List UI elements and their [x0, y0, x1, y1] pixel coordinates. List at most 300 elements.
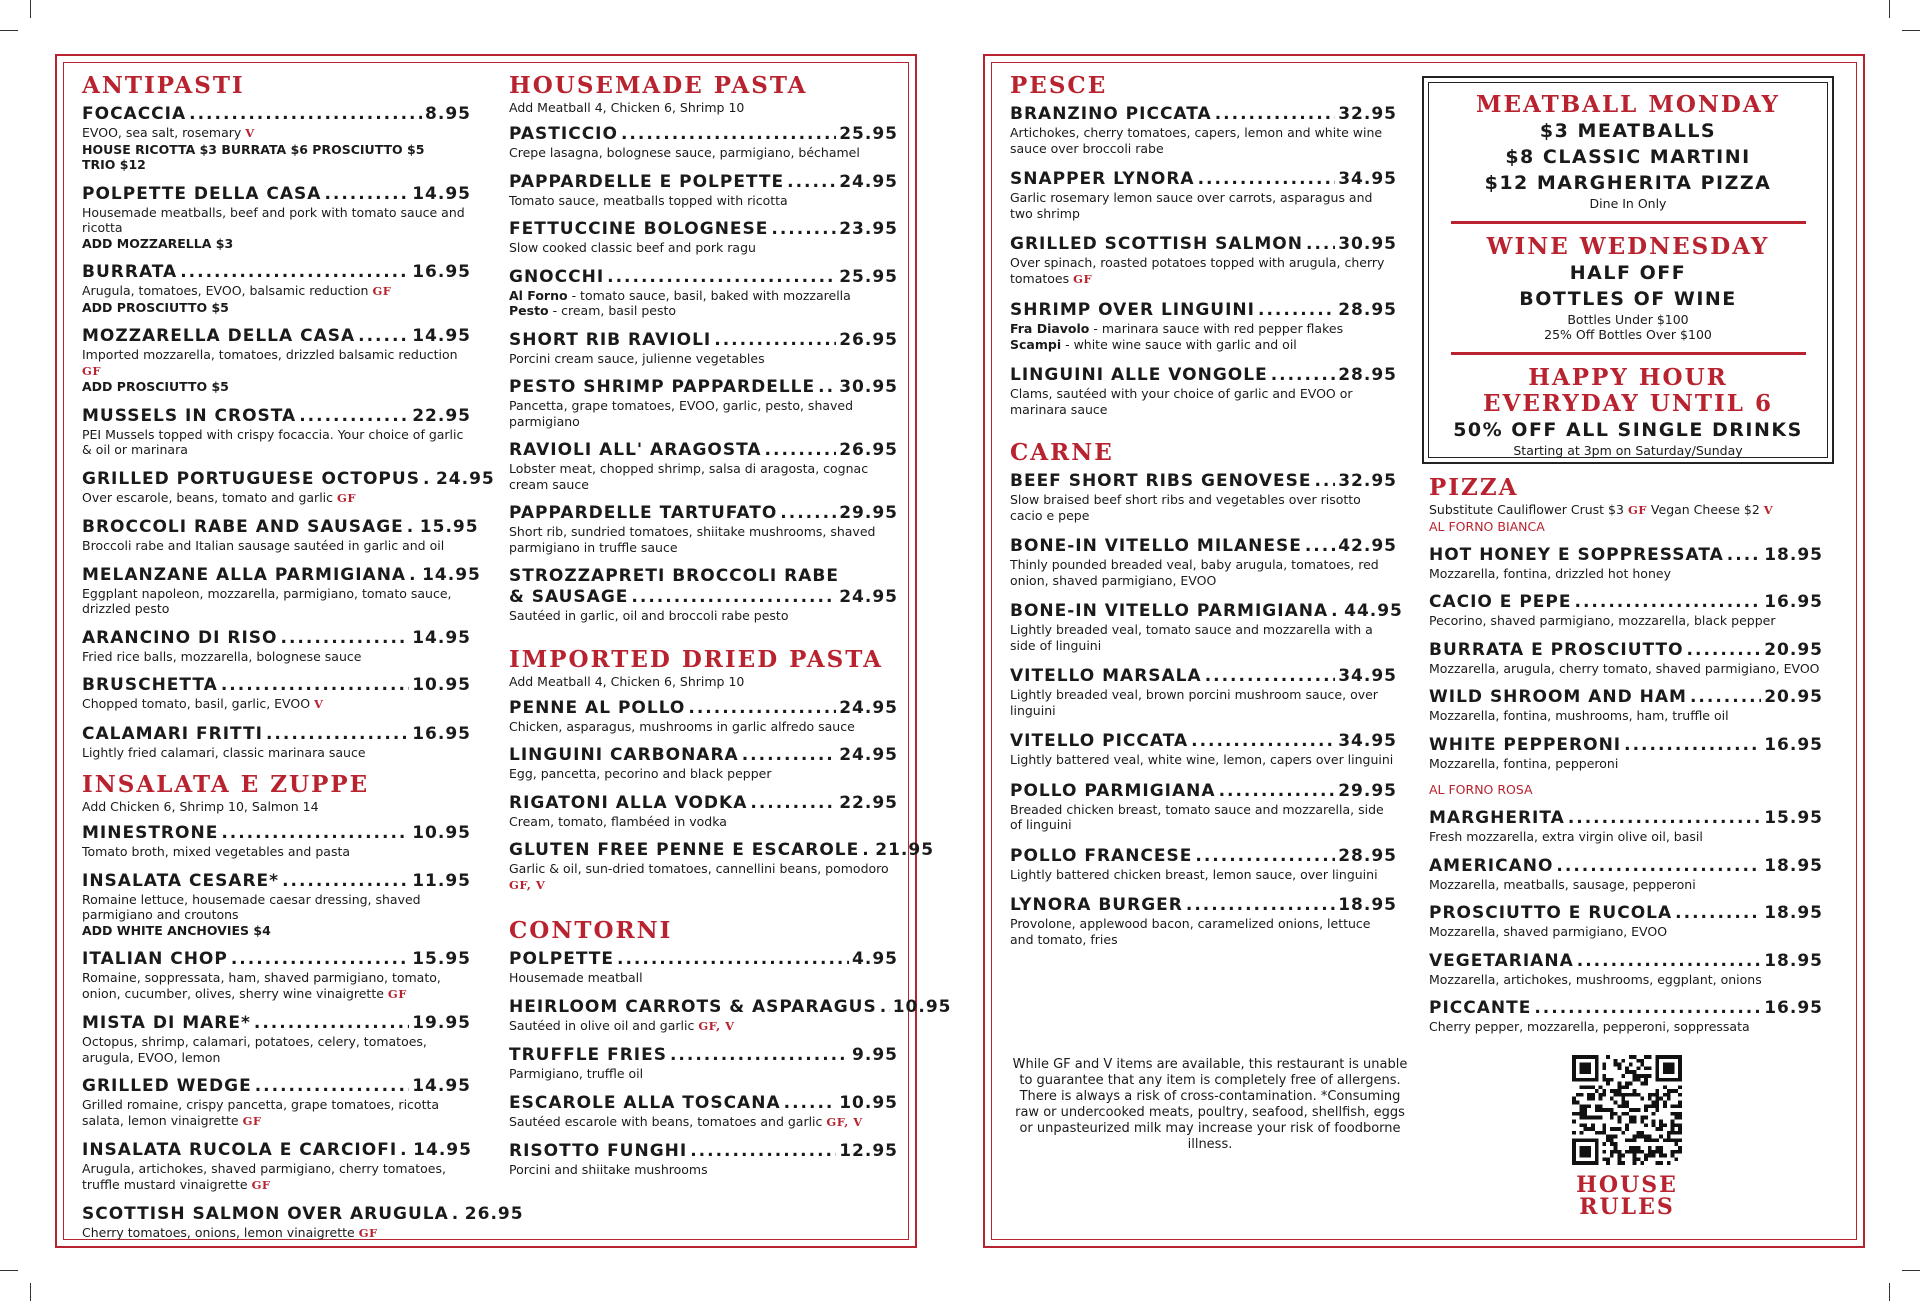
item-header [1429, 808, 1823, 829]
menu-item [1010, 731, 1397, 768]
qr-module [1621, 1101, 1625, 1105]
item-header [509, 172, 898, 193]
section-title: CONTORNI [509, 917, 673, 944]
diet-tag: GF [337, 490, 356, 505]
item-description [82, 205, 471, 236]
item-header [82, 468, 495, 490]
qr-module [1652, 1104, 1656, 1108]
menu-item [82, 949, 471, 1002]
item-description [509, 145, 898, 161]
dot-leader [765, 440, 837, 461]
wednesday-note: 25% Off Bottles Over $100 [1544, 327, 1712, 342]
qr-module [1671, 1150, 1675, 1154]
qr-module [1678, 1104, 1682, 1108]
dot-leader [452, 1204, 462, 1225]
item-name: PROSCIUTTO E RUCOLA [1429, 903, 1673, 923]
item-description [509, 766, 898, 782]
item-price: 18.95 [1764, 950, 1823, 971]
qr-module [1648, 1104, 1652, 1108]
column-pesce-carne [1010, 72, 1403, 960]
item-description-text: Housemade meatball [509, 970, 643, 985]
item-price: 28.95 [1338, 365, 1397, 385]
item-description [82, 427, 471, 458]
item-addon: HOUSE RICOTTA $3 BURRATA $6 PROSCIUTTO $5 [82, 141, 425, 157]
menu-item [509, 949, 898, 986]
qr-module [1633, 1116, 1637, 1120]
item-description [1429, 613, 1823, 629]
diet-tag: GF, V [826, 1114, 863, 1129]
diet-tag: V [314, 697, 324, 711]
item-header [82, 406, 471, 427]
qr-module [1674, 1123, 1678, 1127]
qr-module [1655, 1101, 1659, 1105]
menu-item [82, 564, 481, 617]
item-price: 24.95 [435, 468, 495, 489]
item-description [1429, 566, 1823, 582]
menu-item [509, 124, 898, 161]
item-price: 34.95 [1338, 731, 1397, 751]
qr-module [1636, 1074, 1640, 1078]
item-header [1429, 687, 1823, 708]
qr-module [1648, 1066, 1652, 1070]
diet-tag: GF [1073, 271, 1093, 286]
qr-module [1644, 1116, 1648, 1120]
item-price: 18.95 [1764, 855, 1823, 876]
menu-item [509, 840, 935, 893]
qr-module [1587, 1116, 1591, 1120]
item-description [1429, 708, 1823, 724]
section-title: CARNE [1010, 439, 1114, 466]
menu-item [509, 745, 898, 782]
monday-line: $8 CLASSIC MARTINI [1505, 146, 1751, 168]
qr-module [1667, 1089, 1671, 1093]
dot-leader [780, 503, 836, 524]
item-name: ITALIAN CHOP [82, 949, 228, 969]
item-description [509, 861, 898, 893]
item-description-text: Cherry tomatoes, onions, lemon vinaigrette [82, 1225, 355, 1240]
qr-module [1655, 1161, 1659, 1165]
qr-module [1580, 1112, 1584, 1116]
item-option [509, 288, 898, 304]
item-description-text: Chopped tomato, basil, garlic, EVOO [82, 696, 311, 711]
qr-module [1618, 1154, 1622, 1158]
section-title: INSALATA E ZUPPE [82, 771, 370, 798]
qr-module [1671, 1119, 1675, 1123]
qr-module [1644, 1082, 1648, 1086]
item-description [1010, 867, 1397, 883]
qr-module [1580, 1085, 1584, 1089]
item-name: BRANZINO PICCATA [1010, 104, 1212, 124]
crop-mark [1889, 0, 1890, 18]
qr-module [1580, 1108, 1584, 1112]
item-description-text: Breaded chicken breast, tomato sauce and mozzarella, side of linguini [1010, 801, 1384, 832]
qr-module [1614, 1059, 1618, 1063]
item-price: 29.95 [1338, 780, 1397, 801]
item-addon: ADD PROSCIUTTO $5 [82, 379, 229, 394]
qr-module [1644, 1104, 1648, 1108]
dot-leader [787, 172, 836, 193]
dot-leader [221, 823, 409, 844]
option-name: Pesto [509, 303, 549, 318]
item-description-text: Over spinach, roasted potatoes topped with arugula, cherry tomatoes [1010, 255, 1385, 286]
al-forno-rosa-label: AL FORNO ROSA [1429, 782, 1533, 797]
item-option [509, 303, 898, 319]
qr-module [1640, 1131, 1644, 1135]
item-price: 8.95 [425, 104, 471, 124]
qr-module [1652, 1138, 1656, 1142]
crop-mark [0, 30, 18, 31]
qr-module [1640, 1074, 1644, 1078]
item-price: 24.95 [839, 587, 898, 607]
dot-leader [255, 1076, 410, 1097]
menu-item [1010, 471, 1397, 523]
qr-module [1618, 1116, 1622, 1120]
item-description-text: Cream, tomato, flambéed in vodka [509, 813, 727, 829]
item-header [509, 949, 898, 970]
item-header [82, 628, 471, 649]
qr-module [1648, 1138, 1652, 1142]
qr-module [1610, 1108, 1614, 1112]
qr-module [1633, 1154, 1637, 1158]
happy-hour-note: Starting at 3pm on Saturday/Sunday [1513, 443, 1743, 458]
menu-item [82, 823, 471, 860]
happy-hour-title: HAPPY HOUR [1528, 364, 1728, 391]
menu-item [509, 1093, 898, 1131]
item-description [1010, 802, 1397, 833]
qr-module [1614, 1142, 1618, 1146]
qr-module [1629, 1070, 1633, 1074]
qr-module [1678, 1138, 1682, 1142]
option-text: - tomato sauce, basil, baked with mozzarella [567, 287, 851, 303]
specials-box [1422, 76, 1834, 464]
item-name: BEEF SHORT RIBS GENOVESE [1010, 471, 1312, 491]
qr-module [1663, 1154, 1667, 1158]
qr-module [1629, 1108, 1633, 1112]
item-header [1010, 895, 1397, 916]
menu-item [509, 267, 898, 319]
item-price: 12.95 [839, 1141, 898, 1161]
item-name: FETTUCCINE BOLOGNESE [509, 219, 769, 239]
item-description [509, 814, 898, 830]
crop-mark [1889, 1283, 1890, 1301]
qr-module [1572, 1119, 1576, 1123]
qr-module [1644, 1154, 1648, 1158]
menu-item [82, 1204, 524, 1242]
menu-item [82, 871, 471, 939]
qr-module [1674, 1138, 1678, 1142]
qr-module [1625, 1138, 1629, 1142]
item-description-text: Lightly battered veal, white wine, lemon, capers over linguini [1010, 752, 1394, 767]
qr-module [1580, 1131, 1584, 1135]
qr-module [1667, 1161, 1671, 1165]
dot-leader [266, 724, 409, 745]
qr-module [1572, 1131, 1576, 1135]
item-header [82, 823, 471, 844]
dot-leader [324, 184, 409, 205]
qr-module [1671, 1154, 1675, 1158]
dot-leader [750, 793, 836, 814]
qr-module [1621, 1154, 1625, 1158]
item-price: 16.95 [412, 723, 471, 744]
qr-module [1644, 1157, 1648, 1161]
qr-module [1602, 1123, 1606, 1127]
menu-item [82, 326, 471, 395]
qr-module [1618, 1082, 1622, 1086]
dot-leader [1215, 104, 1336, 125]
qr-module [1591, 1085, 1595, 1089]
menu-item [509, 377, 898, 429]
dot-leader [617, 949, 849, 970]
item-description [509, 524, 898, 555]
menu-item [1429, 998, 1823, 1035]
item-name: SNAPPER LYNORA [1010, 169, 1195, 189]
qr-module [1629, 1150, 1633, 1154]
qr-module [1618, 1127, 1622, 1131]
divider [1451, 221, 1806, 224]
menu-item [82, 628, 471, 665]
qr-module [1655, 1146, 1659, 1150]
column-antipasti [82, 72, 524, 1253]
dot-leader [1258, 300, 1335, 321]
item-description [509, 193, 898, 209]
qr-module [1659, 1154, 1663, 1158]
item-header [1010, 781, 1397, 802]
qr-module [1640, 1059, 1644, 1063]
qr-module [1621, 1131, 1625, 1135]
dot-leader [784, 1093, 837, 1114]
qr-module [1602, 1150, 1606, 1154]
qr-module [1618, 1093, 1622, 1097]
qr-module [1655, 1127, 1659, 1131]
dot-leader [1198, 169, 1336, 190]
item-header [1429, 592, 1823, 613]
qr-module [1648, 1135, 1652, 1139]
section-title: HOUSEMADE PASTA [509, 72, 808, 99]
qr-module [1614, 1127, 1618, 1131]
item-description-text: Lightly battered chicken breast, lemon sauce, over linguini [1010, 866, 1378, 882]
item-description-text: Provolone, applewood bacon, caramelized onions, lettuce and tomato, fries [1010, 916, 1371, 947]
item-name: MELANZANE ALLA PARMIGIANA [82, 564, 407, 585]
qr-module [1636, 1157, 1640, 1161]
monday-note: Dine In Only [1589, 196, 1667, 211]
qr-module [1636, 1146, 1640, 1150]
item-header [82, 564, 481, 586]
dot-leader [1314, 471, 1335, 492]
item-price: 11.95 [412, 870, 471, 891]
item-name: GNOCCHI [509, 266, 605, 287]
item-description [509, 608, 898, 624]
qr-module [1663, 1093, 1667, 1097]
column-pasta [509, 72, 952, 1189]
dot-leader [1219, 781, 1336, 802]
item-description [1010, 125, 1397, 156]
item-name: PENNE AL POLLO [509, 697, 686, 718]
qr-module [1595, 1108, 1599, 1112]
item-price: 25.95 [839, 266, 898, 287]
dot-leader [1687, 640, 1762, 661]
qr-module [1583, 1108, 1587, 1112]
item-header [509, 503, 898, 524]
item-header [1010, 300, 1397, 321]
qr-module [1674, 1089, 1678, 1093]
dot-leader [714, 330, 836, 351]
dot-leader [299, 406, 409, 427]
qr-module [1652, 1154, 1656, 1158]
menu-item [1429, 856, 1823, 893]
dot-leader [180, 262, 409, 283]
qr-module [1625, 1104, 1629, 1108]
qr-module [1580, 1104, 1584, 1108]
qr-module [1629, 1082, 1633, 1086]
qr-module [1576, 1101, 1580, 1105]
item-name: BRUSCHETTA [82, 675, 218, 695]
qr-code[interactable] [1572, 1055, 1682, 1165]
dot-leader [771, 219, 836, 240]
item-price: 15.95 [1764, 808, 1823, 828]
qr-module [1674, 1116, 1678, 1120]
item-description [82, 1225, 471, 1242]
item-description-text: Mozzarella, meatballs, sausage, pepperoni [1429, 876, 1696, 892]
dot-leader [254, 1013, 409, 1034]
dot-leader [1306, 234, 1335, 255]
item-description-text: Imported mozzarella, tomatoes, drizzled balsamic reduction [82, 347, 458, 362]
dot-leader [281, 628, 410, 649]
dot-leader [862, 840, 872, 861]
section-note: Add Meatball 4, Chicken 6, Shrimp 10 [509, 100, 745, 115]
item-description-text: Mozzarella, fontina, pepperoni [1429, 755, 1619, 771]
item-name: MOZZARELLA DELLA CASA [82, 326, 356, 346]
item-price: 10.95 [892, 996, 952, 1017]
item-header [1010, 234, 1397, 255]
qr-module [1636, 1150, 1640, 1154]
qr-module [1663, 1104, 1667, 1108]
qr-module [1629, 1093, 1633, 1097]
item-description-text: Parmigiano, truffle oil [509, 1066, 644, 1081]
item-header [82, 871, 471, 892]
item-description-text: EVOO, sea salt, rosemary [82, 125, 242, 140]
qr-module [1602, 1157, 1606, 1161]
menu-item [1429, 592, 1823, 629]
house-rules-label[interactable] [1572, 1174, 1682, 1218]
qr-module [1625, 1085, 1629, 1089]
qr-module [1587, 1093, 1591, 1097]
qr-module [1618, 1119, 1622, 1123]
al-forno-bianca-label: AL FORNO BIANCA [1429, 518, 1545, 534]
qr-module [1659, 1127, 1663, 1131]
qr-module [1678, 1093, 1682, 1097]
item-name: POLLO PARMIGIANA [1010, 780, 1216, 801]
option-text: - marinara sauce with red pepper flakes [1089, 321, 1344, 336]
qr-module [1621, 1085, 1625, 1089]
qr-module [1629, 1055, 1633, 1059]
menu-item [509, 330, 898, 367]
diet-tag: GF [82, 363, 101, 378]
item-name: RAVIOLI ALL' ARAGOSTA [509, 440, 762, 460]
menu-item [82, 675, 471, 713]
qr-module [1644, 1135, 1648, 1139]
qr-module [1652, 1119, 1656, 1123]
item-description-text: Slow braised beef short ribs and vegetables over risotto cacio e pepe [1010, 492, 1361, 523]
qr-module [1640, 1097, 1644, 1101]
item-name: PAPPARDELLE E POLPETTE [509, 171, 785, 192]
dot-leader [1675, 903, 1761, 924]
qr-module [1636, 1078, 1640, 1082]
item-header [1429, 545, 1823, 566]
item-header [509, 1045, 898, 1066]
qr-module [1606, 1138, 1610, 1142]
pizza-substitutions [1429, 502, 1823, 519]
substitution-text: Vegan Cheese $2 [1650, 502, 1760, 517]
item-description [1429, 877, 1823, 893]
item-price: 30.95 [839, 377, 898, 397]
item-header [82, 1013, 471, 1034]
qr-module [1640, 1150, 1644, 1154]
section-note: Add Chicken 6, Shrimp 10, Salmon 14 [82, 799, 319, 814]
item-name: VITELLO MARSALA [1010, 666, 1202, 686]
diet-tag: GF, V [698, 1018, 735, 1033]
monday-line: $12 MARGHERITA PIZZA [1484, 172, 1772, 194]
item-description-text: Short rib, sundried tomatoes, shiitake mushrooms, shaved parmigiano in truffle sauce [509, 524, 876, 555]
item-description [1010, 386, 1397, 417]
item-description-text: Mozzarella, artichokes, mushrooms, eggplant, onions [1429, 971, 1762, 987]
item-name: GRILLED PORTUGUESE OCTOPUS [82, 468, 420, 489]
item-header [1010, 846, 1397, 867]
dot-leader [742, 745, 837, 766]
item-description-text: Mozzarella, fontina, drizzled hot honey [1429, 565, 1671, 581]
qr-module [1625, 1101, 1629, 1105]
qr-module [1602, 1093, 1606, 1097]
item-description-text: Grilled romaine, crispy pancetta, grape tomatoes, ricotta salata, lemon vinaigrette [82, 1097, 440, 1128]
qr-module [1636, 1135, 1640, 1139]
qr-module [1678, 1101, 1682, 1105]
dot-leader [1205, 666, 1336, 687]
item-header [1429, 998, 1823, 1019]
item-description-text: Lightly fried calamari, classic marinara sauce [82, 744, 366, 760]
item-name: BONE-IN VITELLO MILANESE [1010, 536, 1302, 556]
item-name: WILD SHROOM AND HAM [1429, 687, 1687, 707]
menu-item [1010, 169, 1397, 221]
qr-module [1633, 1074, 1637, 1078]
item-header [82, 724, 471, 745]
item-option [1010, 321, 1397, 337]
qr-module [1599, 1104, 1603, 1108]
item-name: MISTA DI MARE* [82, 1013, 251, 1033]
qr-module [1671, 1138, 1675, 1142]
qr-module [1602, 1066, 1606, 1070]
item-name: MINESTRONE [82, 823, 219, 843]
item-header [509, 840, 935, 861]
item-description-text: Lightly breaded veal, brown porcini mushroom sauce, over linguini [1010, 687, 1378, 718]
qr-module [1659, 1119, 1663, 1123]
dot-leader [1331, 601, 1341, 622]
wednesday-note: Bottles Under $100 [1567, 312, 1689, 327]
item-name: SHRIMP OVER LINGUINI [1010, 300, 1255, 320]
item-price: 18.95 [1338, 895, 1397, 915]
qr-module [1618, 1161, 1622, 1165]
qr-module [1606, 1078, 1610, 1082]
qr-module [1583, 1116, 1587, 1120]
qr-module [1678, 1146, 1682, 1150]
item-description [509, 398, 898, 429]
dot-leader [607, 267, 836, 288]
item-name: CACIO E PEPE [1429, 592, 1572, 612]
qr-module [1621, 1074, 1625, 1078]
item-description-text: Housemade meatballs, beef and pork with tomato sauce and ricotta [82, 204, 465, 235]
dot-leader [1191, 731, 1335, 752]
item-price: 21.95 [875, 840, 935, 860]
qr-module [1599, 1097, 1603, 1101]
dot-leader [690, 1141, 836, 1162]
